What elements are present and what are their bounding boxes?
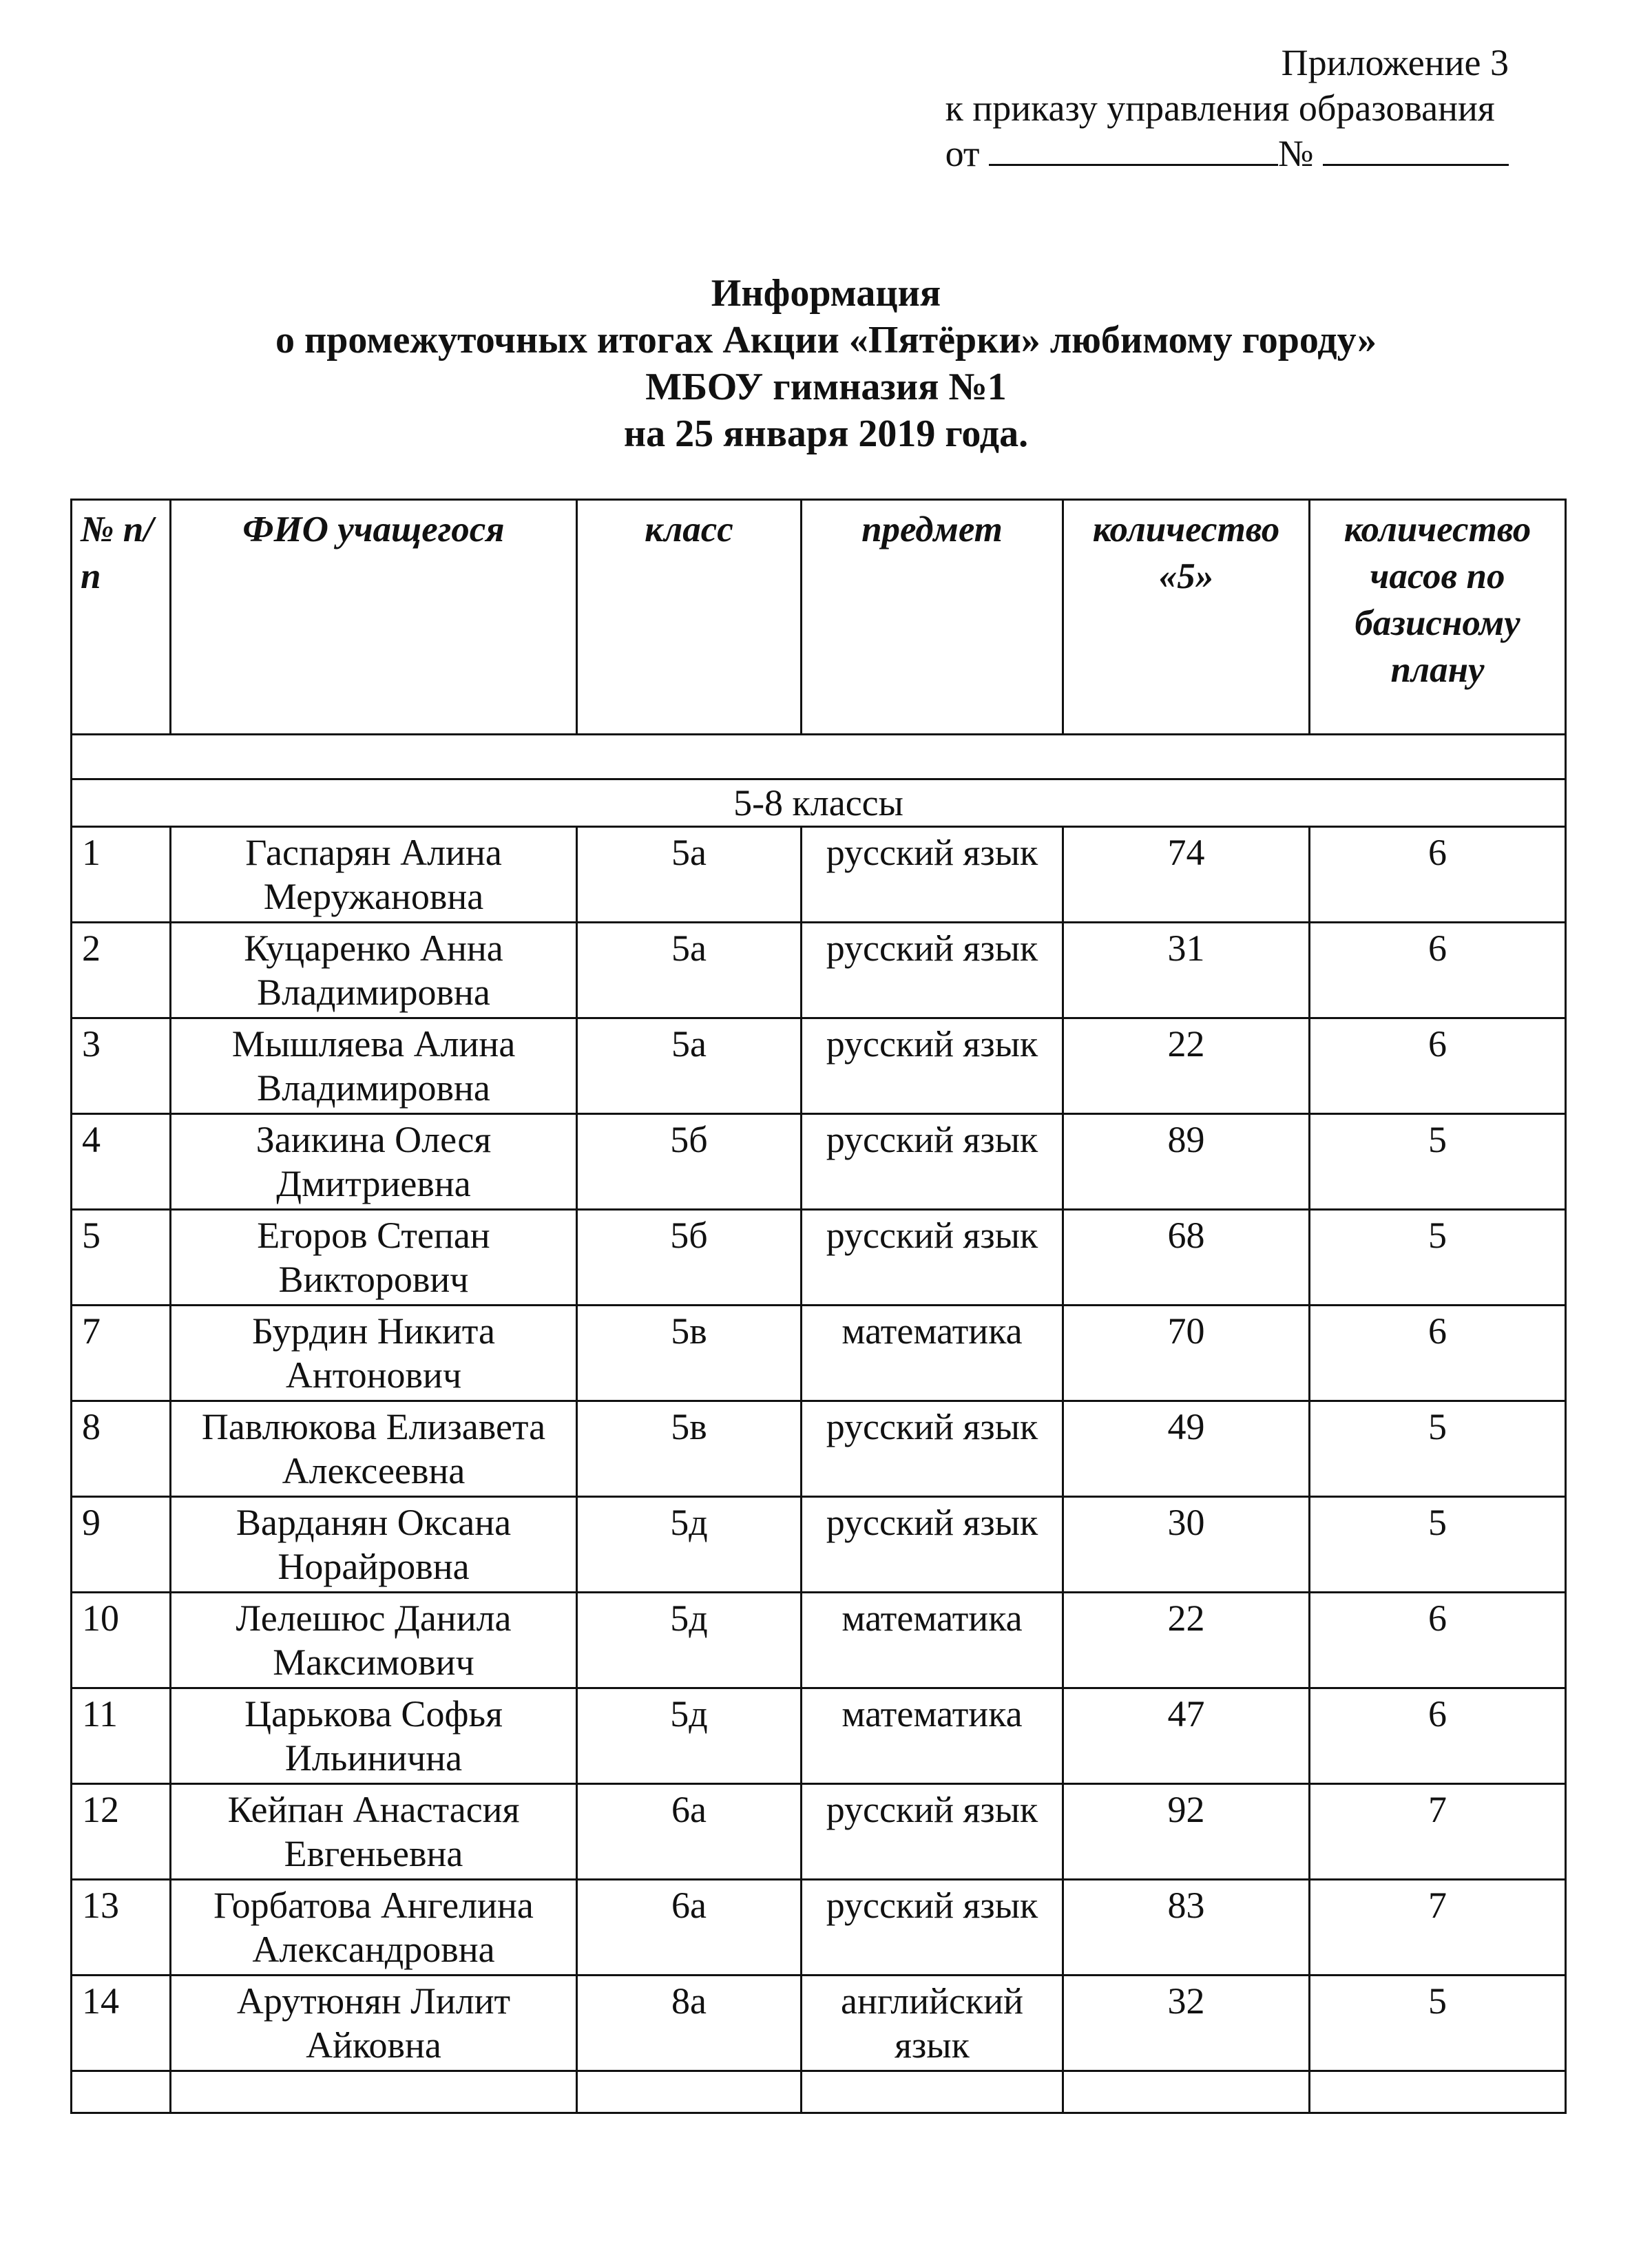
student-name: Горбатова Ангелина Александровна xyxy=(171,1880,577,1976)
empty-cell xyxy=(802,2071,1063,2113)
empty-cell xyxy=(1310,2071,1566,2113)
row-number: 13 xyxy=(72,1880,171,1976)
student-name: Гаспарян Алина Меружановна xyxy=(171,827,577,923)
class-cell: 5в xyxy=(577,1306,802,1401)
appendix-title: Приложение 3 xyxy=(1281,42,1509,83)
table-row xyxy=(72,1401,1566,1497)
header-num: № п/п xyxy=(72,500,171,735)
hours-cell: 6 xyxy=(1310,1018,1566,1114)
results-table xyxy=(70,499,1567,2114)
fives-count: 22 xyxy=(1063,1018,1310,1114)
subject-cell: английский язык xyxy=(802,1976,1063,2071)
document-heading xyxy=(0,270,1652,457)
subject-cell: русский язык xyxy=(802,1401,1063,1497)
table-row xyxy=(72,1114,1566,1210)
header-hours: количество часов по базисному плану xyxy=(1310,500,1566,735)
student-name: Варданян Оксана Норайровна xyxy=(171,1497,577,1593)
hours-cell: 6 xyxy=(1310,923,1566,1018)
empty-row xyxy=(72,735,1566,779)
student-name: Мышляева Алина Владимировна xyxy=(171,1018,577,1114)
row-number: 10 xyxy=(72,1593,171,1688)
row-number: 5 xyxy=(72,1210,171,1306)
subject-cell: русский язык xyxy=(802,827,1063,923)
fives-count: 32 xyxy=(1063,1976,1310,2071)
row-number: 9 xyxy=(72,1497,171,1593)
table-row xyxy=(72,1497,1566,1593)
row-number: 3 xyxy=(72,1018,171,1114)
appendix-date-prefix: от xyxy=(945,133,980,174)
hours-cell: 6 xyxy=(1310,1306,1566,1401)
row-number: 11 xyxy=(72,1688,171,1784)
hours-cell: 5 xyxy=(1310,1976,1566,2071)
header-subject: предмет xyxy=(802,500,1063,735)
class-cell: 5а xyxy=(577,1018,802,1114)
appendix-block xyxy=(945,40,1509,176)
empty-cell xyxy=(1063,2071,1310,2113)
student-name: Кейпан Анастасия Евгеньевна xyxy=(171,1784,577,1880)
student-name: Заикина Олеся Дмитриевна xyxy=(171,1114,577,1210)
table-row xyxy=(72,1976,1566,2071)
class-cell: 6а xyxy=(577,1880,802,1976)
student-name: Егоров Степан Викторович xyxy=(171,1210,577,1306)
fives-count: 74 xyxy=(1063,827,1310,923)
fives-count: 22 xyxy=(1063,1593,1310,1688)
fives-count: 68 xyxy=(1063,1210,1310,1306)
hours-cell: 5 xyxy=(1310,1497,1566,1593)
subject-cell: математика xyxy=(802,1593,1063,1688)
empty-cell xyxy=(171,2071,577,2113)
table-row xyxy=(72,1880,1566,1976)
fives-count: 30 xyxy=(1063,1497,1310,1593)
header-fives: количество «5» xyxy=(1063,500,1310,735)
hours-cell: 6 xyxy=(1310,827,1566,923)
section-row xyxy=(72,779,1566,827)
table-row xyxy=(72,1018,1566,1114)
row-number: 7 xyxy=(72,1306,171,1401)
heading-school: МБОУ гимназия №1 xyxy=(645,366,1007,408)
fives-count: 83 xyxy=(1063,1880,1310,1976)
hours-cell: 7 xyxy=(1310,1880,1566,1976)
table-header-row xyxy=(72,500,1566,735)
row-number: 12 xyxy=(72,1784,171,1880)
header-class: класс xyxy=(577,500,802,735)
fives-count: 49 xyxy=(1063,1401,1310,1497)
table-row xyxy=(72,827,1566,923)
class-cell: 5д xyxy=(577,1593,802,1688)
row-number: 4 xyxy=(72,1114,171,1210)
heading-subtitle: о промежуточных итогах Акции «Пятёрки» любимому городу» xyxy=(275,319,1377,362)
class-cell: 5а xyxy=(577,923,802,1018)
table-row xyxy=(72,1688,1566,1784)
subject-cell: русский язык xyxy=(802,1018,1063,1114)
subject-cell: русский язык xyxy=(802,1497,1063,1593)
appendix-date-line xyxy=(945,131,1509,176)
class-cell: 5в xyxy=(577,1401,802,1497)
subject-cell: русский язык xyxy=(802,1880,1063,1976)
subject-cell: русский язык xyxy=(802,1784,1063,1880)
student-name: Арутюнян Лилит Айковна xyxy=(171,1976,577,2071)
fives-count: 92 xyxy=(1063,1784,1310,1880)
student-name: Павлюкова Елизавета Алексеевна xyxy=(171,1401,577,1497)
subject-cell: русский язык xyxy=(802,923,1063,1018)
number-blank-line xyxy=(1323,131,1509,166)
table-row xyxy=(72,1593,1566,1688)
table-row xyxy=(72,1210,1566,1306)
table-row xyxy=(72,1784,1566,1880)
heading-date: на 25 января 2019 года. xyxy=(623,412,1029,455)
hours-cell: 5 xyxy=(1310,1114,1566,1210)
class-cell: 5д xyxy=(577,1688,802,1784)
section-label: 5-8 классы xyxy=(72,779,1566,827)
empty-cell xyxy=(72,2071,171,2113)
class-cell: 5б xyxy=(577,1210,802,1306)
header-name: ФИО учащегося xyxy=(171,500,577,735)
date-blank-line xyxy=(989,131,1278,166)
empty-cell xyxy=(577,2071,802,2113)
fives-count: 47 xyxy=(1063,1688,1310,1784)
student-name: Царькова Софья Ильинична xyxy=(171,1688,577,1784)
student-name: Бурдин Никита Антонович xyxy=(171,1306,577,1401)
student-name: Лелешюс Данила Максимович xyxy=(171,1593,577,1688)
row-number: 1 xyxy=(72,827,171,923)
subject-cell: русский язык xyxy=(802,1210,1063,1306)
heading-title: Информация xyxy=(711,272,941,315)
hours-cell: 6 xyxy=(1310,1688,1566,1784)
row-number: 14 xyxy=(72,1976,171,2071)
class-cell: 5б xyxy=(577,1114,802,1210)
fives-count: 31 xyxy=(1063,923,1310,1018)
subject-cell: математика xyxy=(802,1306,1063,1401)
row-number: 8 xyxy=(72,1401,171,1497)
hours-cell: 6 xyxy=(1310,1593,1566,1688)
appendix-order-ref: к приказу управления образования xyxy=(945,87,1495,129)
hours-cell: 7 xyxy=(1310,1784,1566,1880)
empty-cell xyxy=(72,735,1566,779)
class-cell: 5а xyxy=(577,827,802,923)
fives-count: 89 xyxy=(1063,1114,1310,1210)
appendix-number-sign: № xyxy=(1277,133,1314,174)
fives-count: 70 xyxy=(1063,1306,1310,1401)
table-row xyxy=(72,1306,1566,1401)
hours-cell: 5 xyxy=(1310,1401,1566,1497)
student-name: Куцаренко Анна Владимировна xyxy=(171,923,577,1018)
table-row xyxy=(72,923,1566,1018)
class-cell: 5д xyxy=(577,1497,802,1593)
subject-cell: математика xyxy=(802,1688,1063,1784)
hours-cell: 5 xyxy=(1310,1210,1566,1306)
empty-tail-row xyxy=(72,2071,1566,2113)
class-cell: 8а xyxy=(577,1976,802,2071)
class-cell: 6а xyxy=(577,1784,802,1880)
row-number: 2 xyxy=(72,923,171,1018)
subject-cell: русский язык xyxy=(802,1114,1063,1210)
